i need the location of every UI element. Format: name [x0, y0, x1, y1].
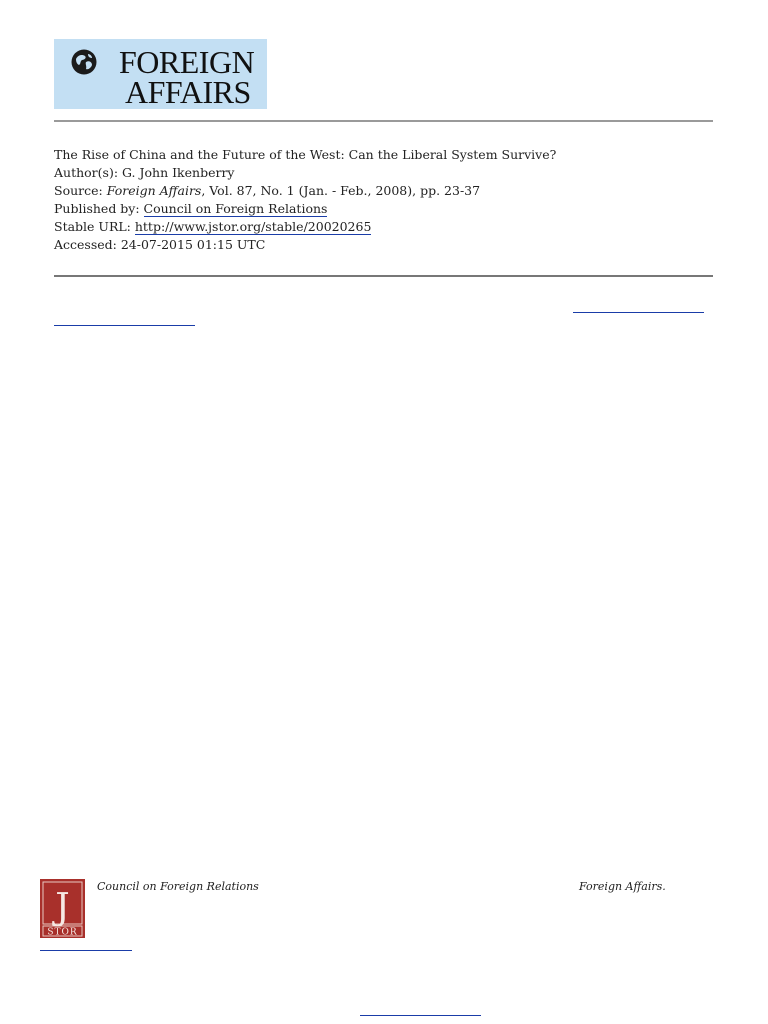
publisher-line — [54, 200, 734, 218]
stable-url-link[interactable]: http://www.jstor.org/stable/20020265 — [134, 219, 372, 234]
source-label: Source: — [54, 183, 107, 198]
logo-text-affairs: AFFAIRS — [125, 74, 251, 110]
footer-journal: Foreign Affairs. — [579, 880, 666, 893]
stable-url-line — [54, 218, 734, 236]
accessed-date: 24-07-2015 01:15 UTC — [120, 237, 266, 252]
author-name: G. John Ikenberry — [122, 165, 235, 180]
accessed-line — [54, 236, 734, 254]
logo-text-foreign: FOREIGN — [119, 44, 255, 80]
source-journal: Foreign Affairs — [106, 183, 202, 198]
jstor-letter: J — [55, 887, 70, 928]
publisher-link[interactable]: Council on Foreign Relations — [143, 201, 328, 216]
article-title: The Rise of China and the Future of the West: Can the Liberal System Survive? — [54, 147, 557, 162]
publisher-label: Published by: — [54, 201, 144, 216]
jstor-wordmark: STOR — [47, 927, 78, 938]
source-line — [54, 182, 734, 200]
foreign-affairs-logo — [54, 39, 267, 109]
source-details: , Vol. 87, No. 1 (Jan. - Feb., 2008), pp. 23-37 — [201, 183, 481, 198]
divider-top — [54, 120, 713, 122]
stable-url-label: Stable URL: — [54, 219, 135, 234]
divider-bottom — [54, 275, 713, 277]
terms-link-underline[interactable] — [573, 312, 704, 313]
jstor-logo — [40, 879, 85, 938]
jstor-link-underline[interactable] — [40, 950, 132, 951]
globe-icon — [70, 48, 98, 76]
terms-link-underline-continued[interactable] — [54, 325, 195, 326]
citation-block — [54, 146, 734, 254]
footer-publisher: Council on Foreign Relations — [97, 880, 259, 893]
accessed-label: Accessed: — [54, 237, 121, 252]
author-label: Author(s): — [54, 165, 123, 180]
footer-link-underline[interactable] — [360, 1015, 481, 1016]
author-line — [54, 164, 734, 182]
